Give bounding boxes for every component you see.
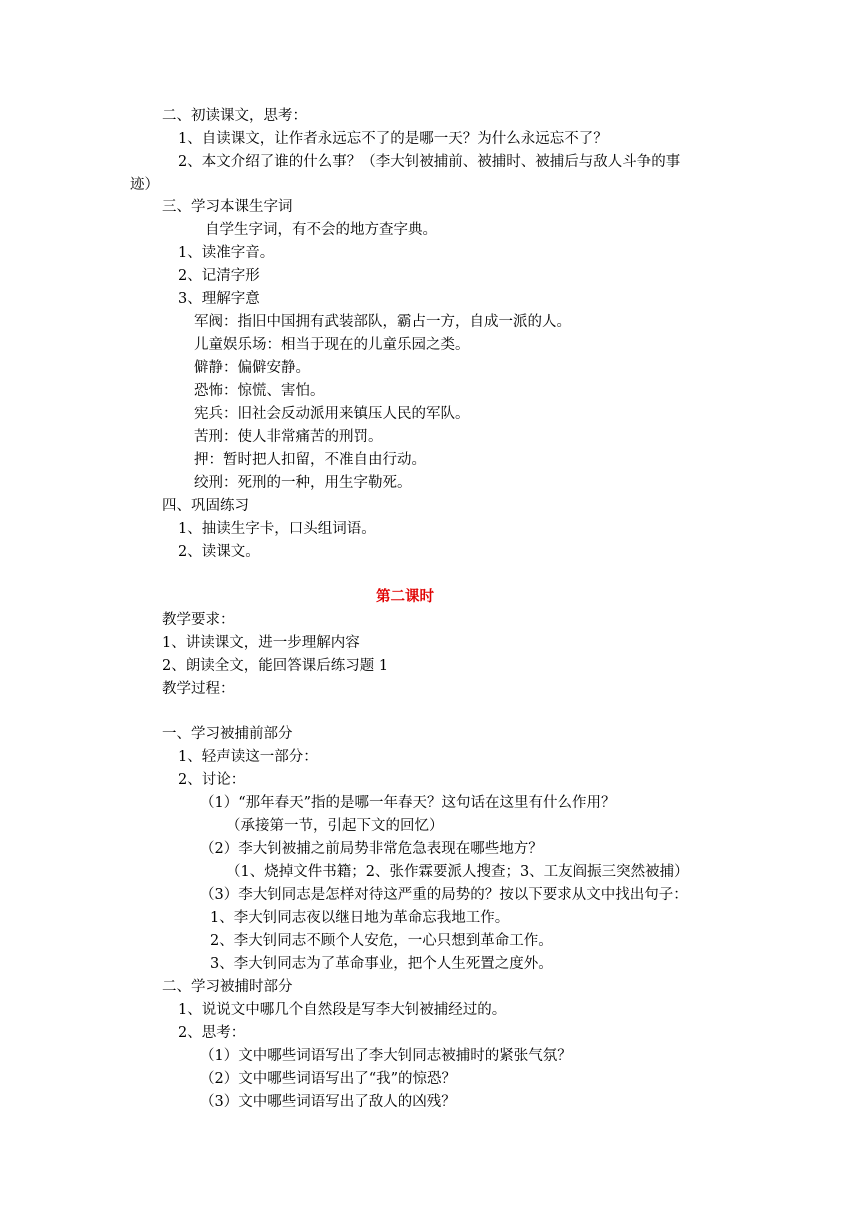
section-heading: 四、巩固练习 — [162, 498, 249, 514]
word-definition: 宪兵：旧社会反动派用来镇压人民的军队。 — [194, 406, 470, 422]
question-item: （1）“那年春天”指的是哪一年春天？这句话在这里有什么作用？ — [200, 795, 616, 811]
question-item: （2）文中哪些词语写出了“我”的惊恐？ — [200, 1071, 457, 1087]
paragraph: 自学生字词，有不会的地方查字典。 — [205, 222, 437, 238]
question-item: 2、本文介绍了谁的什么事？（李大钊被捕前、被捕时、被捕后与敌人斗争的事 — [178, 154, 681, 170]
answer-sentence: 3、李大钊同志为了革命事业，把个人生死置之度外。 — [210, 956, 553, 972]
section-heading: 二、学习被捕时部分 — [162, 979, 293, 995]
word-definition: 僻静：偏僻安静。 — [194, 360, 310, 376]
word-definition: 恐怖：惊慌、害怕。 — [194, 383, 325, 399]
answer-note: （承接第一节，引起下文的回忆） — [226, 818, 444, 834]
lesson-title: 第二课时 — [376, 589, 434, 605]
answer-sentence: 1、李大钊同志夜以继日地为革命忘我地工作。 — [210, 910, 510, 926]
question-item: （3）李大钊同志是怎样对待这严重的局势的？按以下要求从文中找出句子： — [200, 887, 688, 903]
section-heading: 三、学习本课生字词 — [162, 199, 293, 215]
section-heading: 一、学习被捕前部分 — [162, 726, 293, 742]
list-item: 2、记清字形 — [178, 268, 260, 284]
word-definition: 儿童娱乐场：相当于现在的儿童乐园之类。 — [194, 337, 470, 353]
label: 教学过程： — [162, 681, 235, 697]
label: 教学要求： — [162, 612, 235, 628]
list-item: 2、朗读全文，能回答课后练习题 1 — [162, 658, 389, 674]
question-item: 1、自读课文，让作者永远忘不了的是哪一天？为什么永远忘不了？ — [178, 131, 608, 147]
section-heading: 二、初读课文，思考： — [162, 108, 307, 124]
list-item: 1、抽读生字卡，口头组词语。 — [178, 521, 376, 537]
list-item: 1、说说文中哪几个自然段是写李大钊被捕经过的。 — [178, 1002, 507, 1018]
answer-sentence: 2、李大钊同志不顾个人安危，一心只想到革命工作。 — [210, 933, 553, 949]
question-item: （3）文中哪些词语写出了敌人的凶残？ — [200, 1094, 456, 1110]
list-item: 2、思考： — [178, 1025, 246, 1041]
list-item: 1、轻声读这一部分： — [178, 749, 318, 765]
list-item: 1、讲读课文，进一步理解内容 — [162, 635, 360, 651]
list-item: 3、理解字意 — [178, 291, 260, 307]
word-definition: 苦刑：使人非常痛苦的刑罚。 — [194, 429, 383, 445]
question-item: （1）文中哪些词语写出了李大钊同志被捕时的紧张气氛？ — [200, 1048, 572, 1064]
word-definition: 绞刑：死刑的一种，用生字勒死。 — [194, 475, 412, 491]
answer-note: （1、烧掉文件书籍；2、张作霖要派人搜查；3、工友阎振三突然被捕） — [226, 864, 689, 880]
question-item: （2）李大钊被捕之前局势非常危急表现在哪些地方？ — [200, 841, 543, 857]
word-definition: 押：暂时把人扣留，不准自由行动。 — [194, 452, 426, 468]
list-item: 2、讨论： — [178, 772, 246, 788]
list-item: 2、读课文。 — [178, 544, 260, 560]
word-definition: 军阀：指旧中国拥有武装部队，霸占一方，自成一派的人。 — [194, 314, 571, 330]
list-item: 1、读准字音。 — [178, 245, 275, 261]
question-item-continuation: 迹） — [130, 177, 159, 193]
